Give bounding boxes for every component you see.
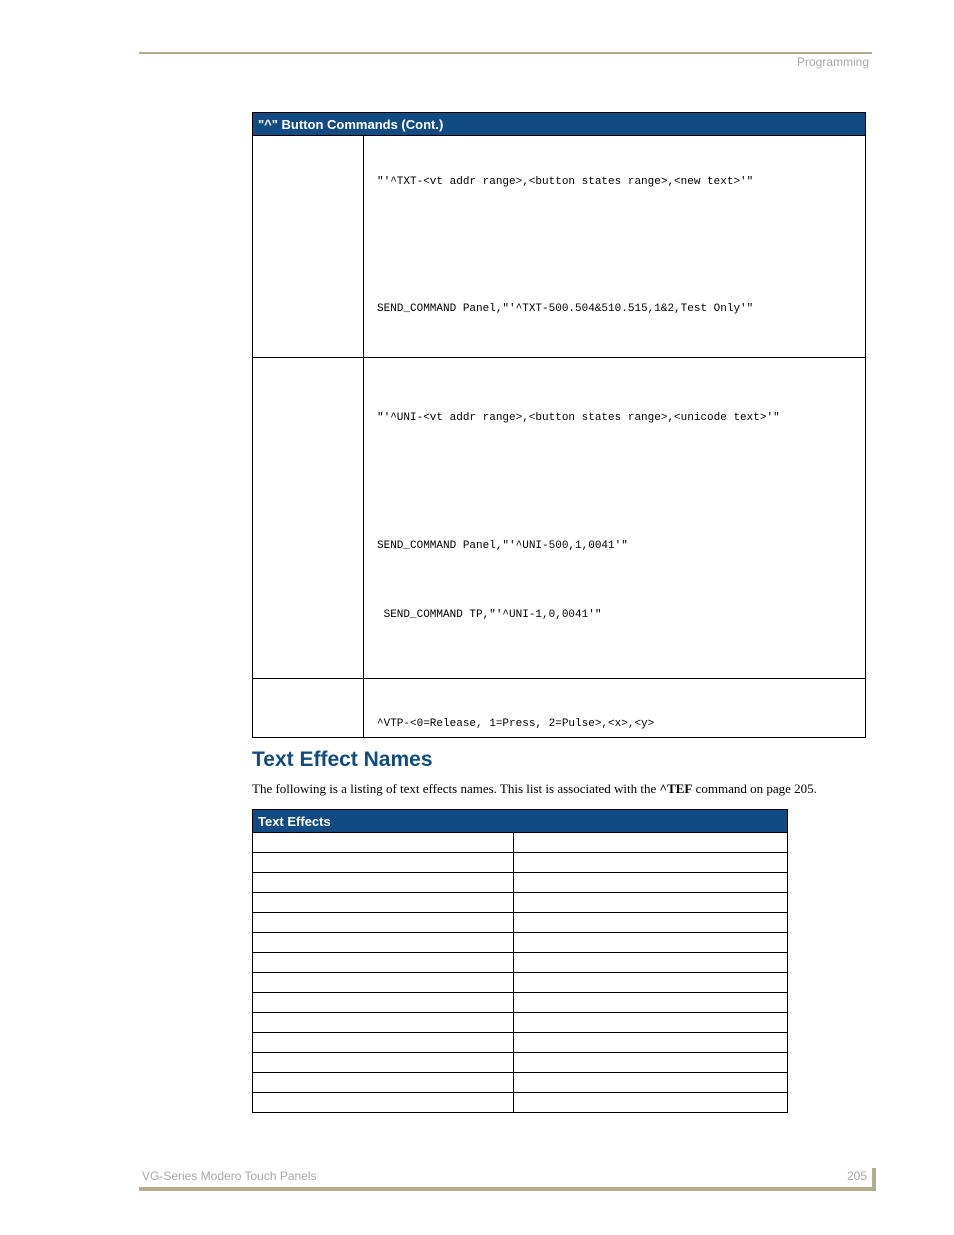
effect-name-cell [253,953,514,973]
effect-name-cell [514,973,788,993]
effect-name-cell [514,913,788,933]
table-row [253,1093,788,1113]
effect-name-cell [253,853,514,873]
header-section-label: Programming [796,55,869,69]
command-detail-cell [364,679,866,738]
effect-name-cell [253,873,514,893]
effect-name-cell [253,913,514,933]
text-effects-table [252,809,788,1113]
footer-doc-title: VG-Series Modero Touch Panels [142,1169,317,1183]
tef-command-ref: ^TEF [659,781,693,796]
effect-name-cell [514,893,788,913]
intro-text: The following is a listing of text effects names. This list is associated with the [252,781,660,796]
syntax-line: "'^TXT-<vt addr range>,<button states range>,<new text>'" [377,176,754,188]
table-row [253,933,788,953]
effect-name-cell [253,973,514,993]
effect-name-cell [514,873,788,893]
command-name-cell [253,358,364,679]
effect-name-cell [514,853,788,873]
table-row [253,1073,788,1093]
effect-name-cell [253,933,514,953]
effect-name-cell [253,893,514,913]
command-detail-cell [364,358,866,679]
effect-name-cell [253,1093,514,1113]
header-rule [139,52,872,54]
effect-name-cell [253,1013,514,1033]
effect-name-cell [253,833,514,853]
text-effects-table-title: Text Effects [253,810,788,833]
effect-name-cell [514,993,788,1013]
syntax-line: ^VTP-<0=Release, 1=Press, 2=Pulse>,<x>,<y> [377,718,655,730]
table-row [253,1053,788,1073]
footer-rule [139,1187,876,1191]
example-line: SEND_COMMAND Panel,"'^TXT-500.504&510.515,1&2,Test Only'" [377,303,754,315]
syntax-line: "'^UNI-<vt addr range>,<button states range>,<unicode text>'" [377,412,780,424]
button-commands-table-title: "^" Button Commands (Cont.) [253,113,866,136]
table-row [253,136,866,358]
page-number: 205 [846,1169,867,1183]
table-row [253,873,788,893]
table-row [253,913,788,933]
table-row [253,993,788,1013]
effect-name-cell [514,1053,788,1073]
command-name-cell [253,136,364,358]
table-row [253,679,866,738]
example-line: SEND_COMMAND Panel,"'^UNI-500,1,0041'" [377,540,628,552]
table-row [253,853,788,873]
text-effects-table-body [253,833,788,1113]
example-line: SEND_COMMAND TP,"'^UNI-1,0,0041'" [377,609,602,621]
table-row [253,1033,788,1053]
section-title: Text Effect Names [252,748,433,771]
button-commands-table [252,112,866,738]
table-row [253,358,866,679]
table-row [253,1013,788,1033]
table-row [253,973,788,993]
effect-name-cell [514,933,788,953]
table-row [253,893,788,913]
effect-name-cell [253,1033,514,1053]
effect-name-cell [253,1073,514,1093]
command-name-cell [253,679,364,738]
effect-name-cell [253,993,514,1013]
effect-name-cell [514,1093,788,1113]
effect-name-cell [514,1033,788,1053]
intro-text-end: command on page 205. [692,781,817,796]
table-row [253,833,788,853]
table-row [253,953,788,973]
command-detail-cell [364,136,866,358]
effect-name-cell [253,1053,514,1073]
effect-name-cell [514,953,788,973]
effect-name-cell [514,1073,788,1093]
effect-name-cell [514,1013,788,1033]
effect-name-cell [514,833,788,853]
intro-paragraph [252,781,817,797]
